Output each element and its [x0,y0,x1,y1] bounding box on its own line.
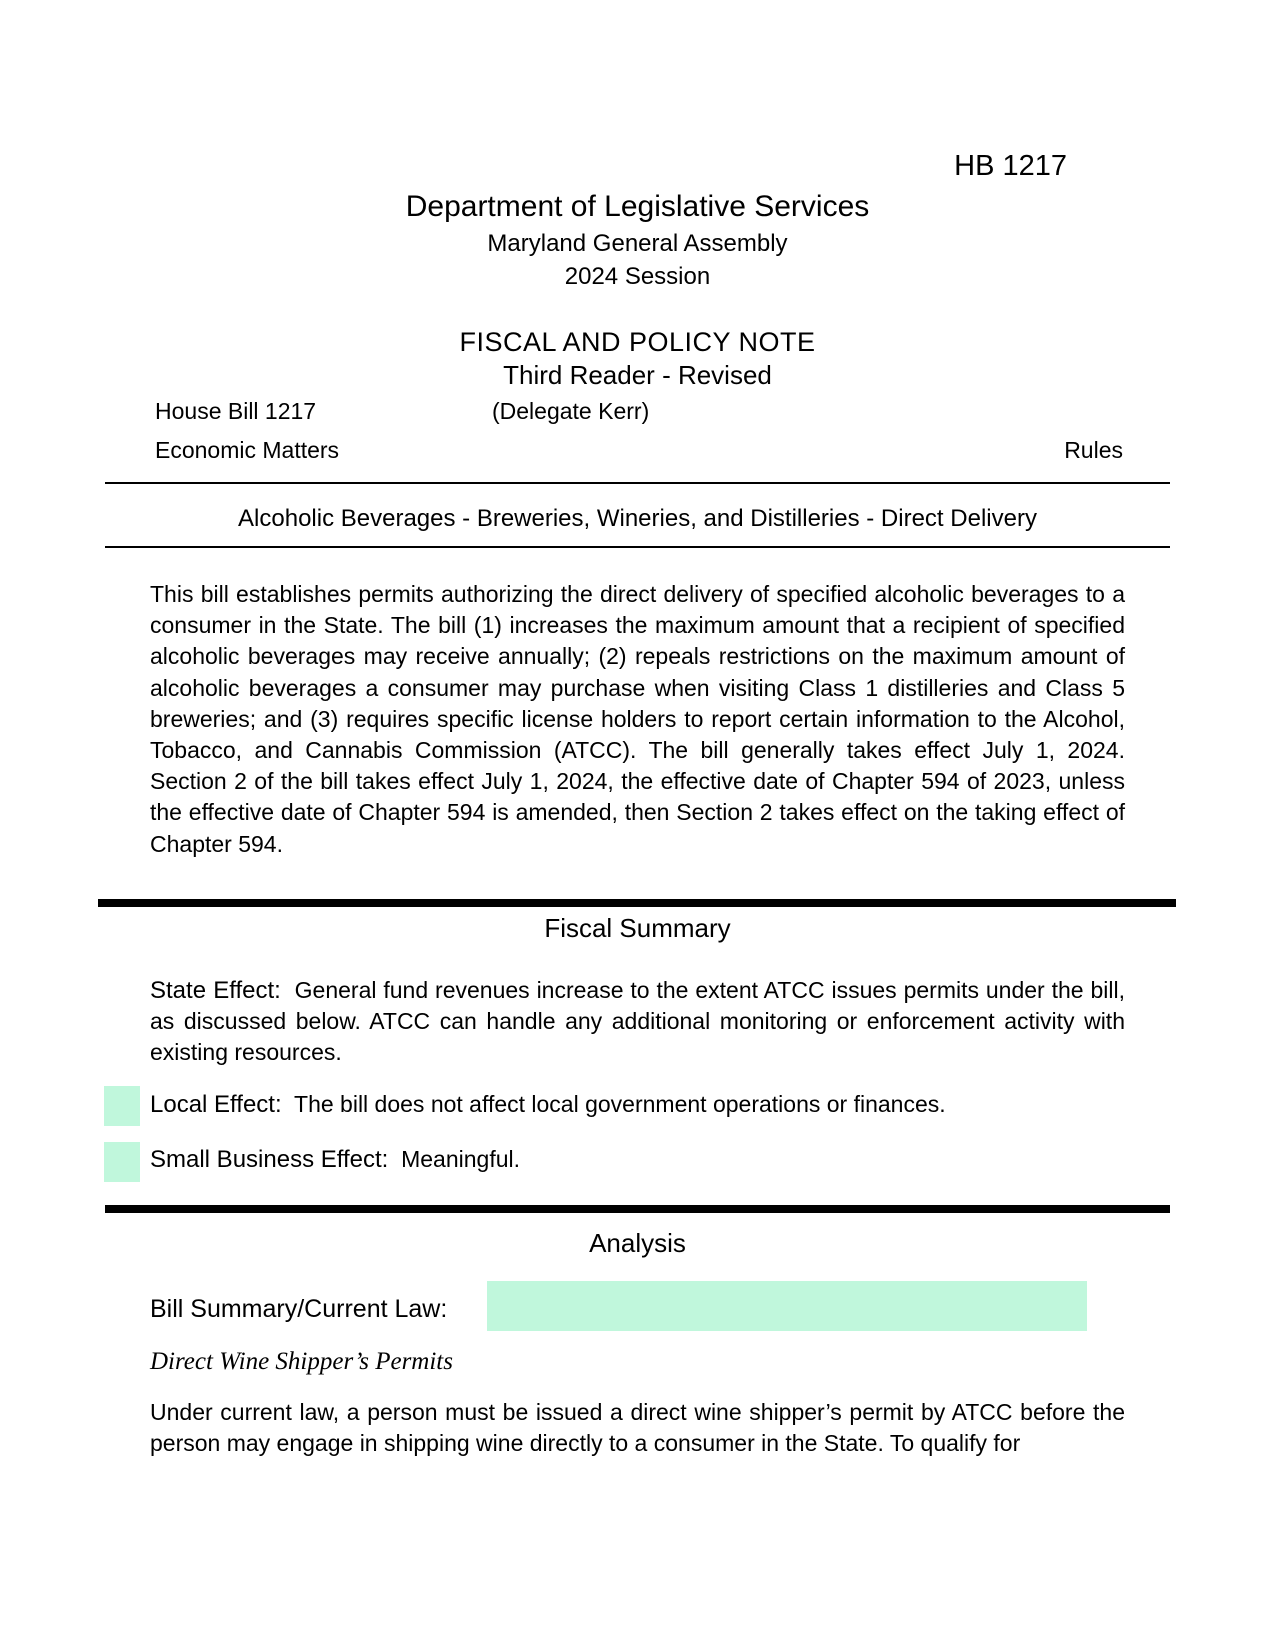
bill-title: Alcoholic Beverages - Breweries, Wineries, and Distilleries - Direct Delivery [238,505,1037,532]
committee: Economic Matters [155,437,340,463]
small-business-effect [150,1146,520,1174]
small-business-effect-text: Meaningful. [401,1146,521,1172]
highlight-marker-small-business [104,1142,140,1182]
session-name: 2024 Session [564,263,711,290]
local-effect-text: The bill does not affect local government operations or finances. [294,1091,946,1117]
second-committee: Rules [1064,437,1123,463]
reader-status: Third Reader - Revised [503,360,772,390]
local-effect [150,1091,946,1119]
divider-analysis [105,1205,1170,1213]
highlight-marker-local [104,1086,140,1126]
house-bill-number: House Bill 1217 [155,398,317,424]
local-effect-label: Local Effect: [150,1091,282,1118]
sponsor: (Delegate Kerr) [492,398,650,424]
assembly-name: Maryland General Assembly [487,230,788,257]
bill-summary-current-law-label: Bill Summary/Current Law: [150,1295,448,1323]
state-effect-text: General fund revenues increase to the extent ATCC issues permits under the bill, as discussed below. ATCC can handle any additional monitoring or enforcement activity with existing resources. [150,977,1125,1066]
fiscal-summary-heading: Fiscal Summary [544,913,731,943]
direct-wine-shippers-subheading: Direct Wine Shipper’s Permits [150,1348,453,1375]
current-law-paragraph: Under current law, a person must be issued a direct wine shipper’s permit by ATCC before the person may engage in shipping wine directly to a consumer in the State. To qualify for [150,1399,1125,1457]
department-name: Department of Legislative Services [405,190,870,223]
divider-title-bottom [105,546,1170,548]
divider-top [105,482,1170,484]
analysis-heading: Analysis [589,1228,686,1258]
highlight-bar-current-law [487,1281,1087,1331]
state-effect [150,975,1125,1069]
bill-summary-paragraph: This bill establishes permits authorizing the direct delivery of specified alcoholic beverages to a consumer in the State. The bill (1) increases the maximum amount that a recipient of specified alcoholic beverages may receive annually; (2) repeals restrictions on the maximum amount of alcoholic beverages a consumer may purchase when visiting Class 1 distilleries and Class 5 breweries; and (3) requires specific license holders to report certain information to the Alcohol, Tobacco, and Cannabis Commission (ATCC). The bill generally takes effect July 1, 2024. Section 2 of the bill takes effect July 1, 2024, the effective date of Chapter 594 of 2023, unless the effective date of Chapter 594 is amended, then Section 2 takes effect on the taking effect of Chapter 594. [150,581,1125,857]
note-type: FISCAL AND POLICY NOTE [459,327,816,357]
state-effect-label: State Effect: [150,977,281,1004]
small-business-effect-label: Small Business Effect: [150,1146,389,1173]
bill-id: HB 1217 [954,150,1067,182]
divider-fiscal [98,899,1176,907]
